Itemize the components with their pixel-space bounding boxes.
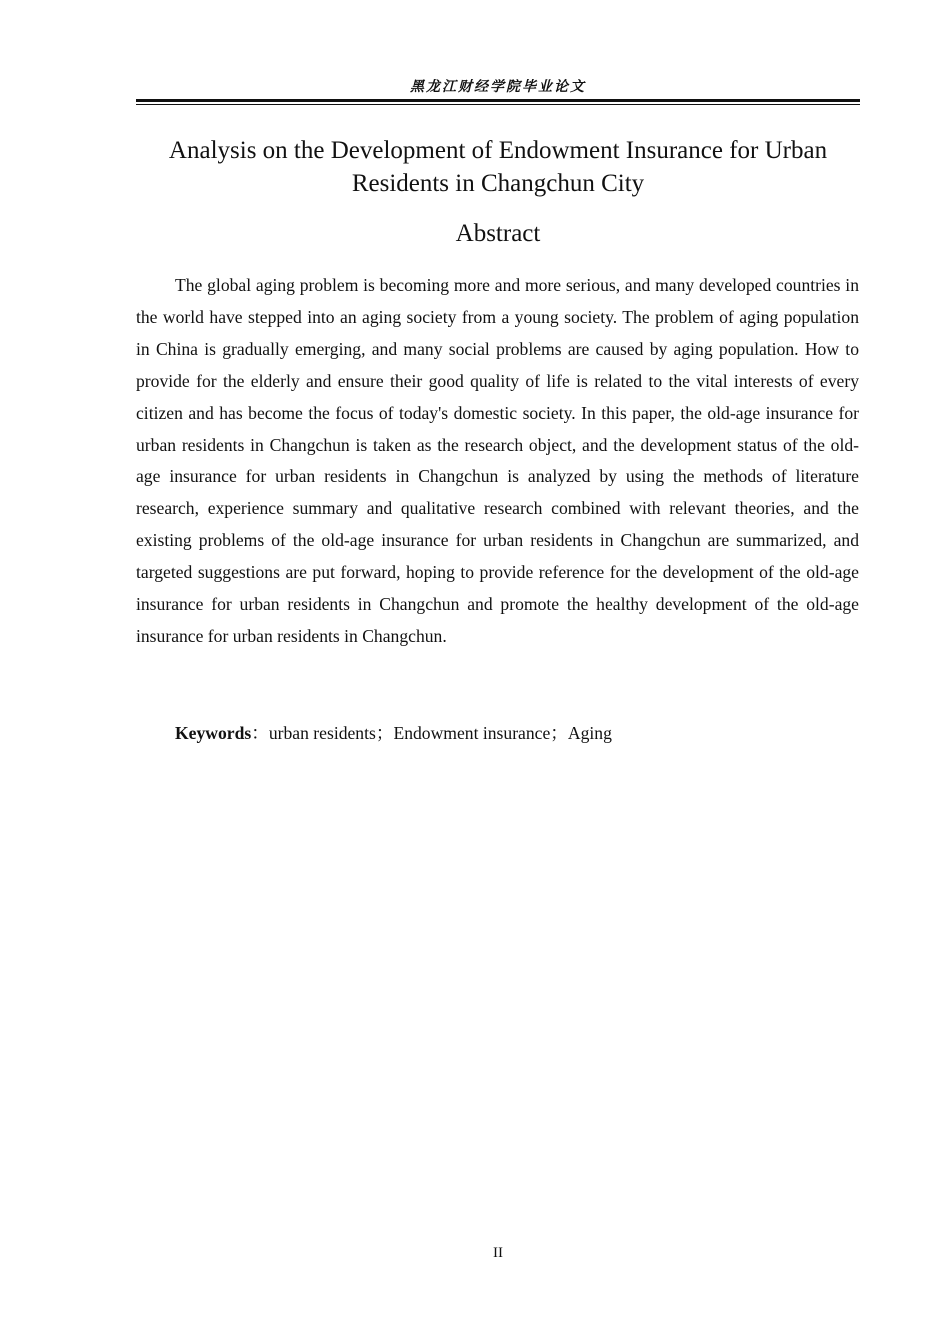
- keywords-line: [175, 718, 612, 748]
- header-rule-thick: [136, 99, 860, 102]
- keyword-delimiter: ；: [375, 723, 394, 743]
- page-number: II: [493, 1245, 503, 1261]
- keyword-item: Aging: [567, 723, 612, 743]
- keyword-delimiter: ；: [550, 723, 568, 743]
- abstract-heading: Abstract: [455, 220, 541, 247]
- keywords-separator: ：: [251, 723, 269, 743]
- abstract-body: The global aging problem is becoming more and more serious, and many developed countries in the world have stepped into an aging society from a young society. The problem of aging population in China is gradually emerging, and many social problems are caused by aging population. How to provide for the elderly and ensure their good quality of life is related to the vital interests of every citizen and has become the focus of today's domestic society. In this paper, the old-age insurance for urban residents in Changchun is taken as the research object, and the development status of the old-age insurance for urban residents in Changchun is analyzed by using the methods of literature research, experience summary and qualitative research combined with relevant theories, and the existing problems of the old-age insurance for urban residents in Changchun are summarized, and targeted suggestions are put forward, hoping to provide reference for the development of the old-age insurance for urban residents in Changchun and promote the healthy development of the old-age insurance for urban residents in Changchun.: [136, 275, 859, 646]
- keywords-label: Keywords: [175, 723, 252, 743]
- paper-title: Analysis on the Development of Endowment Insurance for Urban Residents in Changchun City: [168, 137, 828, 197]
- running-header: 黑龙江财经学院毕业论文: [410, 80, 586, 95]
- header-rule-thin: [136, 104, 860, 105]
- keyword-item: urban residents: [268, 723, 376, 743]
- keyword-item: Endowment insurance: [393, 723, 551, 743]
